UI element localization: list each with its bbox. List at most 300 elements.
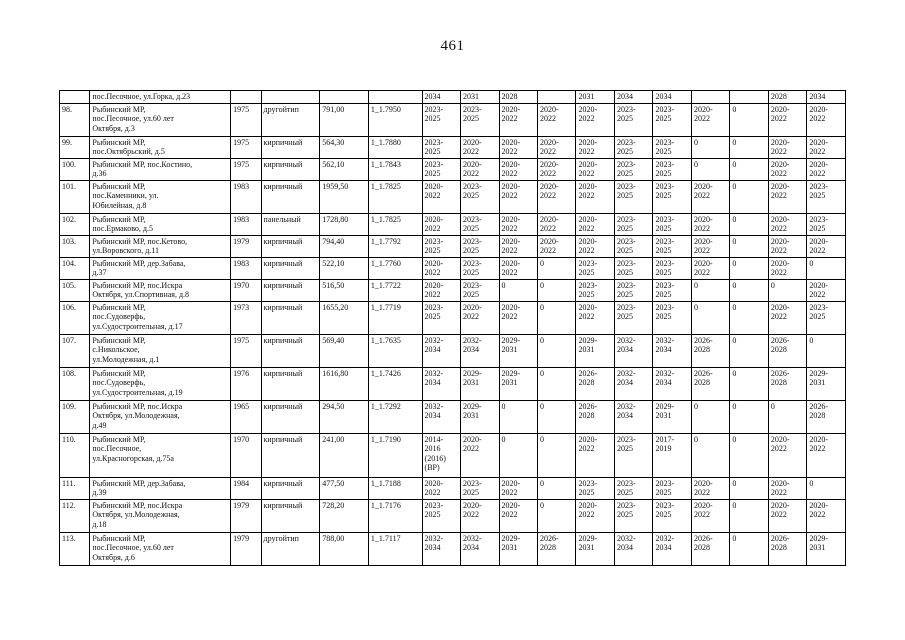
building-code-cell: 1_1.7426 <box>368 367 422 400</box>
table-row <box>60 499 846 532</box>
period-cell: 2020- 2022 <box>768 477 806 499</box>
period-cell: 2026- 2028 <box>768 532 806 565</box>
period-cell: 0 <box>538 499 576 532</box>
period-cell: 2020- 2022 <box>422 180 460 213</box>
area-cell <box>320 91 369 104</box>
period-cell: 2023- 2025 <box>653 235 691 257</box>
period-cell: 2026- 2028 <box>576 400 614 433</box>
period-cell: 2023- 2025 <box>653 213 691 235</box>
period-cell: 2020- 2022 <box>538 180 576 213</box>
period-cell: 2026- 2028 <box>691 532 729 565</box>
wall-type-cell: кирпичный <box>261 136 320 158</box>
period-cell: 0 <box>730 180 768 213</box>
period-cell: 2020- 2022 <box>576 235 614 257</box>
period-cell: 2020- 2022 <box>499 158 537 180</box>
building-code-cell: 1_1.7825 <box>368 180 422 213</box>
building-code-cell: 1_1.7880 <box>368 136 422 158</box>
period-cell: 2020- 2022 <box>538 158 576 180</box>
period-cell: 2034 <box>653 91 691 104</box>
building-code-cell: 1_1.7722 <box>368 279 422 301</box>
period-cell: 2023- 2025 <box>461 213 499 235</box>
period-cell: 2028 <box>768 91 806 104</box>
period-cell: 2020- 2022 <box>499 213 537 235</box>
wall-type-cell: другойтип <box>261 103 320 136</box>
period-cell: 0 <box>538 334 576 367</box>
period-cell: 0 <box>538 433 576 477</box>
wall-type-cell: кирпичный <box>261 301 320 334</box>
housing-repair-table <box>59 90 846 566</box>
year-cell: 1976 <box>231 367 261 400</box>
period-cell: 0 <box>538 367 576 400</box>
period-cell: 2020- 2022 <box>691 103 729 136</box>
table-row <box>60 279 846 301</box>
period-cell: 2023- 2025 <box>461 257 499 279</box>
year-cell: 1983 <box>231 213 261 235</box>
period-cell: 2023- 2025 <box>614 213 652 235</box>
address-cell: Рыбинский МР, пос.Судоверфь, ул.Судостроительная, д.17 <box>90 301 231 334</box>
period-cell: 2023- 2025 <box>614 477 652 499</box>
period-cell: 2020- 2022 <box>691 499 729 532</box>
address-cell: Рыбинский МР, пос.Искра Октября, ул.Молодежная, д.49 <box>90 400 231 433</box>
wall-type-cell: кирпичный <box>261 433 320 477</box>
row-number: 105. <box>60 279 90 301</box>
period-cell: 0 <box>730 499 768 532</box>
period-cell: 2023- 2025 <box>422 235 460 257</box>
area-cell: 569,40 <box>320 334 369 367</box>
period-cell: 2020- 2022 <box>422 257 460 279</box>
period-cell: 2032- 2034 <box>422 334 460 367</box>
period-cell: 2020- 2022 <box>576 103 614 136</box>
area-cell: 564,30 <box>320 136 369 158</box>
period-cell: 2023- 2025 <box>576 279 614 301</box>
period-cell: 0 <box>499 279 537 301</box>
period-cell: 2023- 2025 <box>614 301 652 334</box>
period-cell: 2032- 2034 <box>653 334 691 367</box>
building-code-cell: 1_1.7190 <box>368 433 422 477</box>
period-cell: 2031 <box>461 91 499 104</box>
period-cell: 2020- 2022 <box>576 158 614 180</box>
period-cell: 2029- 2031 <box>807 367 846 400</box>
period-cell: 2023- 2025 <box>653 136 691 158</box>
table-row <box>60 213 846 235</box>
period-cell: 0 <box>538 400 576 433</box>
address-cell: Рыбинский МР, пос.Песочное, ул.60 лет Октября, д.3 <box>90 103 231 136</box>
period-cell: 2020- 2022 <box>691 477 729 499</box>
period-cell: 2020- 2022 <box>538 213 576 235</box>
period-cell: 2032- 2034 <box>653 532 691 565</box>
row-number: 102. <box>60 213 90 235</box>
period-cell: 2014- 2016 (2016) (ВР) <box>422 433 460 477</box>
table-row <box>60 532 846 565</box>
wall-type-cell: кирпичный <box>261 235 320 257</box>
period-cell: 0 <box>730 103 768 136</box>
period-cell: 2020- 2022 <box>768 235 806 257</box>
period-cell: 2034 <box>614 91 652 104</box>
address-cell: Рыбинский МР, пос.Ермаково, д.5 <box>90 213 231 235</box>
table-row <box>60 477 846 499</box>
period-cell: 2026- 2028 <box>538 532 576 565</box>
year-cell: 1975 <box>231 334 261 367</box>
year-cell: 1975 <box>231 158 261 180</box>
period-cell: 2023- 2025 <box>653 301 691 334</box>
period-cell: 2020- 2022 <box>768 301 806 334</box>
period-cell: 2023- 2025 <box>807 301 846 334</box>
period-cell: 2023- 2025 <box>576 477 614 499</box>
address-cell: Рыбинский МР, пос.Октябрьский, д.5 <box>90 136 231 158</box>
period-cell: 2020- 2022 <box>538 235 576 257</box>
building-code-cell: 1_1.7117 <box>368 532 422 565</box>
address-cell: Рыбинский МР, дер.Забава, д.37 <box>90 257 231 279</box>
wall-type-cell: кирпичный <box>261 334 320 367</box>
period-cell: 2032- 2034 <box>614 532 652 565</box>
table-row <box>60 257 846 279</box>
row-number: 98. <box>60 103 90 136</box>
wall-type-cell: другойтип <box>261 532 320 565</box>
period-cell: 2026- 2028 <box>807 400 846 433</box>
period-cell: 0 <box>768 279 806 301</box>
area-cell: 791,00 <box>320 103 369 136</box>
table-row <box>60 367 846 400</box>
period-cell: 0 <box>691 158 729 180</box>
period-cell: 0 <box>499 400 537 433</box>
period-cell: 2020- 2022 <box>499 103 537 136</box>
table-row <box>60 301 846 334</box>
period-cell: 2026- 2028 <box>768 334 806 367</box>
period-cell: 0 <box>730 235 768 257</box>
period-cell: 2029- 2031 <box>461 400 499 433</box>
period-cell: 2020- 2022 <box>422 477 460 499</box>
period-cell: 2032- 2034 <box>422 532 460 565</box>
row-number: 103. <box>60 235 90 257</box>
address-cell: Рыбинский МР, дер.Забава, д.39 <box>90 477 231 499</box>
period-cell: 2034 <box>422 91 460 104</box>
building-code-cell <box>368 91 422 104</box>
period-cell: 2020- 2022 <box>499 180 537 213</box>
period-cell: 2023- 2025 <box>422 158 460 180</box>
period-cell: 0 <box>768 400 806 433</box>
row-number: 113. <box>60 532 90 565</box>
row-number: 108. <box>60 367 90 400</box>
building-code-cell: 1_1.7635 <box>368 334 422 367</box>
period-cell: 0 <box>691 400 729 433</box>
period-cell: 0 <box>730 301 768 334</box>
period-cell: 2020- 2022 <box>768 158 806 180</box>
table-row <box>60 103 846 136</box>
table-row <box>60 235 846 257</box>
area-cell: 562,10 <box>320 158 369 180</box>
period-cell: 2020- 2022 <box>691 257 729 279</box>
period-cell: 2029- 2031 <box>576 334 614 367</box>
period-cell: 2023- 2025 <box>614 433 652 477</box>
row-number: 100. <box>60 158 90 180</box>
period-cell: 2023- 2025 <box>614 257 652 279</box>
period-cell: 0 <box>730 213 768 235</box>
period-cell: 2020- 2022 <box>768 136 806 158</box>
row-number: 104. <box>60 257 90 279</box>
year-cell: 1975 <box>231 136 261 158</box>
address-cell: Рыбинский МР, пос.Песочное, ул.Красногорская, д.75а <box>90 433 231 477</box>
period-cell: 2023- 2025 <box>614 499 652 532</box>
period-cell: 2029- 2031 <box>499 532 537 565</box>
row-number: 107. <box>60 334 90 367</box>
address-cell: Рыбинский МР, пос.Костино, д.36 <box>90 158 231 180</box>
period-cell: 2032- 2034 <box>653 367 691 400</box>
period-cell: 0 <box>807 257 846 279</box>
period-cell: 2032- 2034 <box>422 367 460 400</box>
period-cell: 2020- 2022 <box>576 213 614 235</box>
period-cell: 2020- 2022 <box>461 301 499 334</box>
area-cell: 794,40 <box>320 235 369 257</box>
building-code-cell: 1_1.7760 <box>368 257 422 279</box>
building-code-cell: 1_1.7792 <box>368 235 422 257</box>
period-cell: 0 <box>499 433 537 477</box>
period-cell: 2026- 2028 <box>691 367 729 400</box>
period-cell: 2020- 2022 <box>807 279 846 301</box>
wall-type-cell: кирпичный <box>261 367 320 400</box>
period-cell: 2020- 2022 <box>807 235 846 257</box>
table-row <box>60 158 846 180</box>
period-cell: 2023- 2025 <box>653 477 691 499</box>
period-cell: 2020- 2022 <box>807 433 846 477</box>
period-cell: 2029- 2031 <box>576 532 614 565</box>
period-cell: 0 <box>730 334 768 367</box>
period-cell: 2034 <box>807 91 846 104</box>
period-cell: 2020- 2022 <box>499 499 537 532</box>
year-cell: 1983 <box>231 257 261 279</box>
period-cell: 2020- 2022 <box>807 136 846 158</box>
period-cell: 2026- 2028 <box>691 334 729 367</box>
address-cell: Рыбинский МР, пос.Песочное, ул.60 лет Октября, д.6 <box>90 532 231 565</box>
year-cell: 1975 <box>231 103 261 136</box>
period-cell: 2020- 2022 <box>768 499 806 532</box>
period-cell: 0 <box>730 158 768 180</box>
period-cell: 2020- 2022 <box>499 257 537 279</box>
period-cell: 2023- 2025 <box>614 235 652 257</box>
period-cell <box>538 91 576 104</box>
year-cell: 1979 <box>231 235 261 257</box>
period-cell: 2029- 2031 <box>499 334 537 367</box>
period-cell: 2020- 2022 <box>538 136 576 158</box>
year-cell <box>231 91 261 104</box>
period-cell: 2023- 2025 <box>422 301 460 334</box>
period-cell: 2020- 2022 <box>768 103 806 136</box>
period-cell: 2023- 2025 <box>461 279 499 301</box>
period-cell: 2020- 2022 <box>807 499 846 532</box>
address-cell: Рыбинский МР, пос.Искра Октября, ул.Спортивная, д.8 <box>90 279 231 301</box>
wall-type-cell: кирпичный <box>261 257 320 279</box>
period-cell <box>730 91 768 104</box>
period-cell: 0 <box>730 367 768 400</box>
period-cell: 2023- 2025 <box>653 257 691 279</box>
period-cell: 2023- 2025 <box>653 279 691 301</box>
period-cell <box>691 91 729 104</box>
building-code-cell: 1_1.7950 <box>368 103 422 136</box>
period-cell: 2020- 2022 <box>461 499 499 532</box>
period-cell: 2023- 2025 <box>461 477 499 499</box>
period-cell: 2023- 2025 <box>614 180 652 213</box>
period-cell: 2031 <box>576 91 614 104</box>
period-cell: 0 <box>691 136 729 158</box>
period-cell: 2020- 2022 <box>807 158 846 180</box>
period-cell: 2023- 2025 <box>614 103 652 136</box>
wall-type-cell: кирпичный <box>261 279 320 301</box>
period-cell: 0 <box>691 279 729 301</box>
period-cell: 2020- 2022 <box>691 213 729 235</box>
address-cell: Рыбинский МР, с.Никольское, ул.Молодежная, д.1 <box>90 334 231 367</box>
year-cell: 1965 <box>231 400 261 433</box>
building-code-cell: 1_1.7292 <box>368 400 422 433</box>
period-cell: 0 <box>730 477 768 499</box>
period-cell: 2020- 2022 <box>576 499 614 532</box>
period-cell: 2023- 2025 <box>614 279 652 301</box>
period-cell: 0 <box>538 301 576 334</box>
period-cell: 2029- 2031 <box>499 367 537 400</box>
address-cell: Рыбинский МР, пос.Искра Октября, ул.Молодежная, д.18 <box>90 499 231 532</box>
period-cell: 0 <box>730 279 768 301</box>
period-cell: 2023- 2025 <box>576 257 614 279</box>
area-cell: 788,00 <box>320 532 369 565</box>
row-number: 112. <box>60 499 90 532</box>
period-cell: 2020- 2022 <box>691 235 729 257</box>
row-number: 109. <box>60 400 90 433</box>
table-row <box>60 433 846 477</box>
area-cell: 1728,80 <box>320 213 369 235</box>
year-cell: 1979 <box>231 499 261 532</box>
period-cell: 2020- 2022 <box>461 136 499 158</box>
period-cell: 2023- 2025 <box>807 213 846 235</box>
period-cell: 2020- 2022 <box>576 180 614 213</box>
area-cell: 241,00 <box>320 433 369 477</box>
page-number: 461 <box>440 38 465 54</box>
period-cell: 2023- 2025 <box>653 158 691 180</box>
year-cell: 1973 <box>231 301 261 334</box>
area-cell: 522,10 <box>320 257 369 279</box>
period-cell: 2023- 2025 <box>653 180 691 213</box>
wall-type-cell: панельный <box>261 213 320 235</box>
building-code-cell: 1_1.7188 <box>368 477 422 499</box>
period-cell: 2026- 2028 <box>576 367 614 400</box>
period-cell: 2032- 2034 <box>614 367 652 400</box>
row-number <box>60 91 90 104</box>
period-cell: 2020- 2022 <box>461 433 499 477</box>
period-cell: 2023- 2025 <box>614 158 652 180</box>
wall-type-cell: кирпичный <box>261 499 320 532</box>
period-cell: 2020- 2022 <box>691 180 729 213</box>
area-cell: 1959,50 <box>320 180 369 213</box>
wall-type-cell <box>261 91 320 104</box>
period-cell: 2020- 2022 <box>807 103 846 136</box>
period-cell: 2020- 2022 <box>461 158 499 180</box>
period-cell: 0 <box>538 257 576 279</box>
area-cell: 516,50 <box>320 279 369 301</box>
area-cell: 1655,20 <box>320 301 369 334</box>
period-cell: 2017- 2019 <box>653 433 691 477</box>
period-cell: 2020- 2022 <box>422 213 460 235</box>
period-cell: 2026- 2028 <box>768 367 806 400</box>
period-cell: 2023- 2025 <box>461 180 499 213</box>
area-cell: 1616,80 <box>320 367 369 400</box>
period-cell: 2029- 2031 <box>461 367 499 400</box>
period-cell: 2029- 2031 <box>653 400 691 433</box>
period-cell: 2020- 2022 <box>499 477 537 499</box>
period-cell: 2028 <box>499 91 537 104</box>
building-code-cell: 1_1.7176 <box>368 499 422 532</box>
row-number: 110. <box>60 433 90 477</box>
year-cell: 1983 <box>231 180 261 213</box>
wall-type-cell: кирпичный <box>261 180 320 213</box>
period-cell: 0 <box>807 477 846 499</box>
period-cell: 0 <box>730 400 768 433</box>
wall-type-cell: кирпичный <box>261 158 320 180</box>
building-code-cell: 1_1.7719 <box>368 301 422 334</box>
address-cell: пос.Песочное, ул.Горка, д.23 <box>90 91 231 104</box>
period-cell: 2032- 2034 <box>614 400 652 433</box>
period-cell: 2029- 2031 <box>807 532 846 565</box>
period-cell: 2023- 2025 <box>807 180 846 213</box>
table-row <box>60 334 846 367</box>
period-cell: 2020- 2022 <box>499 136 537 158</box>
period-cell: 0 <box>538 279 576 301</box>
period-cell: 2020- 2022 <box>499 235 537 257</box>
table-row <box>60 136 846 158</box>
period-cell: 2020- 2022 <box>499 301 537 334</box>
period-cell: 2023- 2025 <box>461 235 499 257</box>
period-cell: 0 <box>538 477 576 499</box>
period-cell: 0 <box>730 257 768 279</box>
table-row <box>60 400 846 433</box>
period-cell: 2032- 2034 <box>461 334 499 367</box>
period-cell: 2020- 2022 <box>576 433 614 477</box>
row-number: 111. <box>60 477 90 499</box>
table-row <box>60 180 846 213</box>
year-cell: 1984 <box>231 477 261 499</box>
period-cell: 0 <box>730 433 768 477</box>
address-cell: Рыбинский МР, пос.Кетово, ул.Воровского, д.11 <box>90 235 231 257</box>
period-cell: 2032- 2034 <box>461 532 499 565</box>
period-cell: 2020- 2022 <box>576 301 614 334</box>
period-cell: 0 <box>730 532 768 565</box>
period-cell: 2020- 2022 <box>768 180 806 213</box>
period-cell: 2023- 2025 <box>422 499 460 532</box>
period-cell: 2023- 2025 <box>422 136 460 158</box>
period-cell: 0 <box>730 136 768 158</box>
period-cell: 2023- 2025 <box>614 136 652 158</box>
period-cell: 2032- 2034 <box>422 400 460 433</box>
building-code-cell: 1_1.7843 <box>368 158 422 180</box>
period-cell: 0 <box>691 301 729 334</box>
row-number: 101. <box>60 180 90 213</box>
period-cell: 2023- 2025 <box>653 103 691 136</box>
wall-type-cell: кирпичный <box>261 400 320 433</box>
period-cell: 2023- 2025 <box>653 499 691 532</box>
year-cell: 1979 <box>231 532 261 565</box>
wall-type-cell: кирпичный <box>261 477 320 499</box>
period-cell: 2023- 2025 <box>461 103 499 136</box>
area-cell: 728,20 <box>320 499 369 532</box>
building-code-cell: 1_1.7825 <box>368 213 422 235</box>
period-cell: 2020- 2022 <box>576 136 614 158</box>
area-cell: 477,50 <box>320 477 369 499</box>
period-cell: 2020- 2022 <box>422 279 460 301</box>
period-cell: 2020- 2022 <box>768 433 806 477</box>
period-cell: 0 <box>691 433 729 477</box>
row-number: 106. <box>60 301 90 334</box>
address-cell: Рыбинский МР, пос.Судоверфь, ул.Судостроительная, д.19 <box>90 367 231 400</box>
address-cell: Рыбинский МР, пос.Каменники, ул. Юбилейная, д.8 <box>90 180 231 213</box>
area-cell: 294,50 <box>320 400 369 433</box>
year-cell: 1970 <box>231 279 261 301</box>
period-cell: 2020- 2022 <box>768 257 806 279</box>
